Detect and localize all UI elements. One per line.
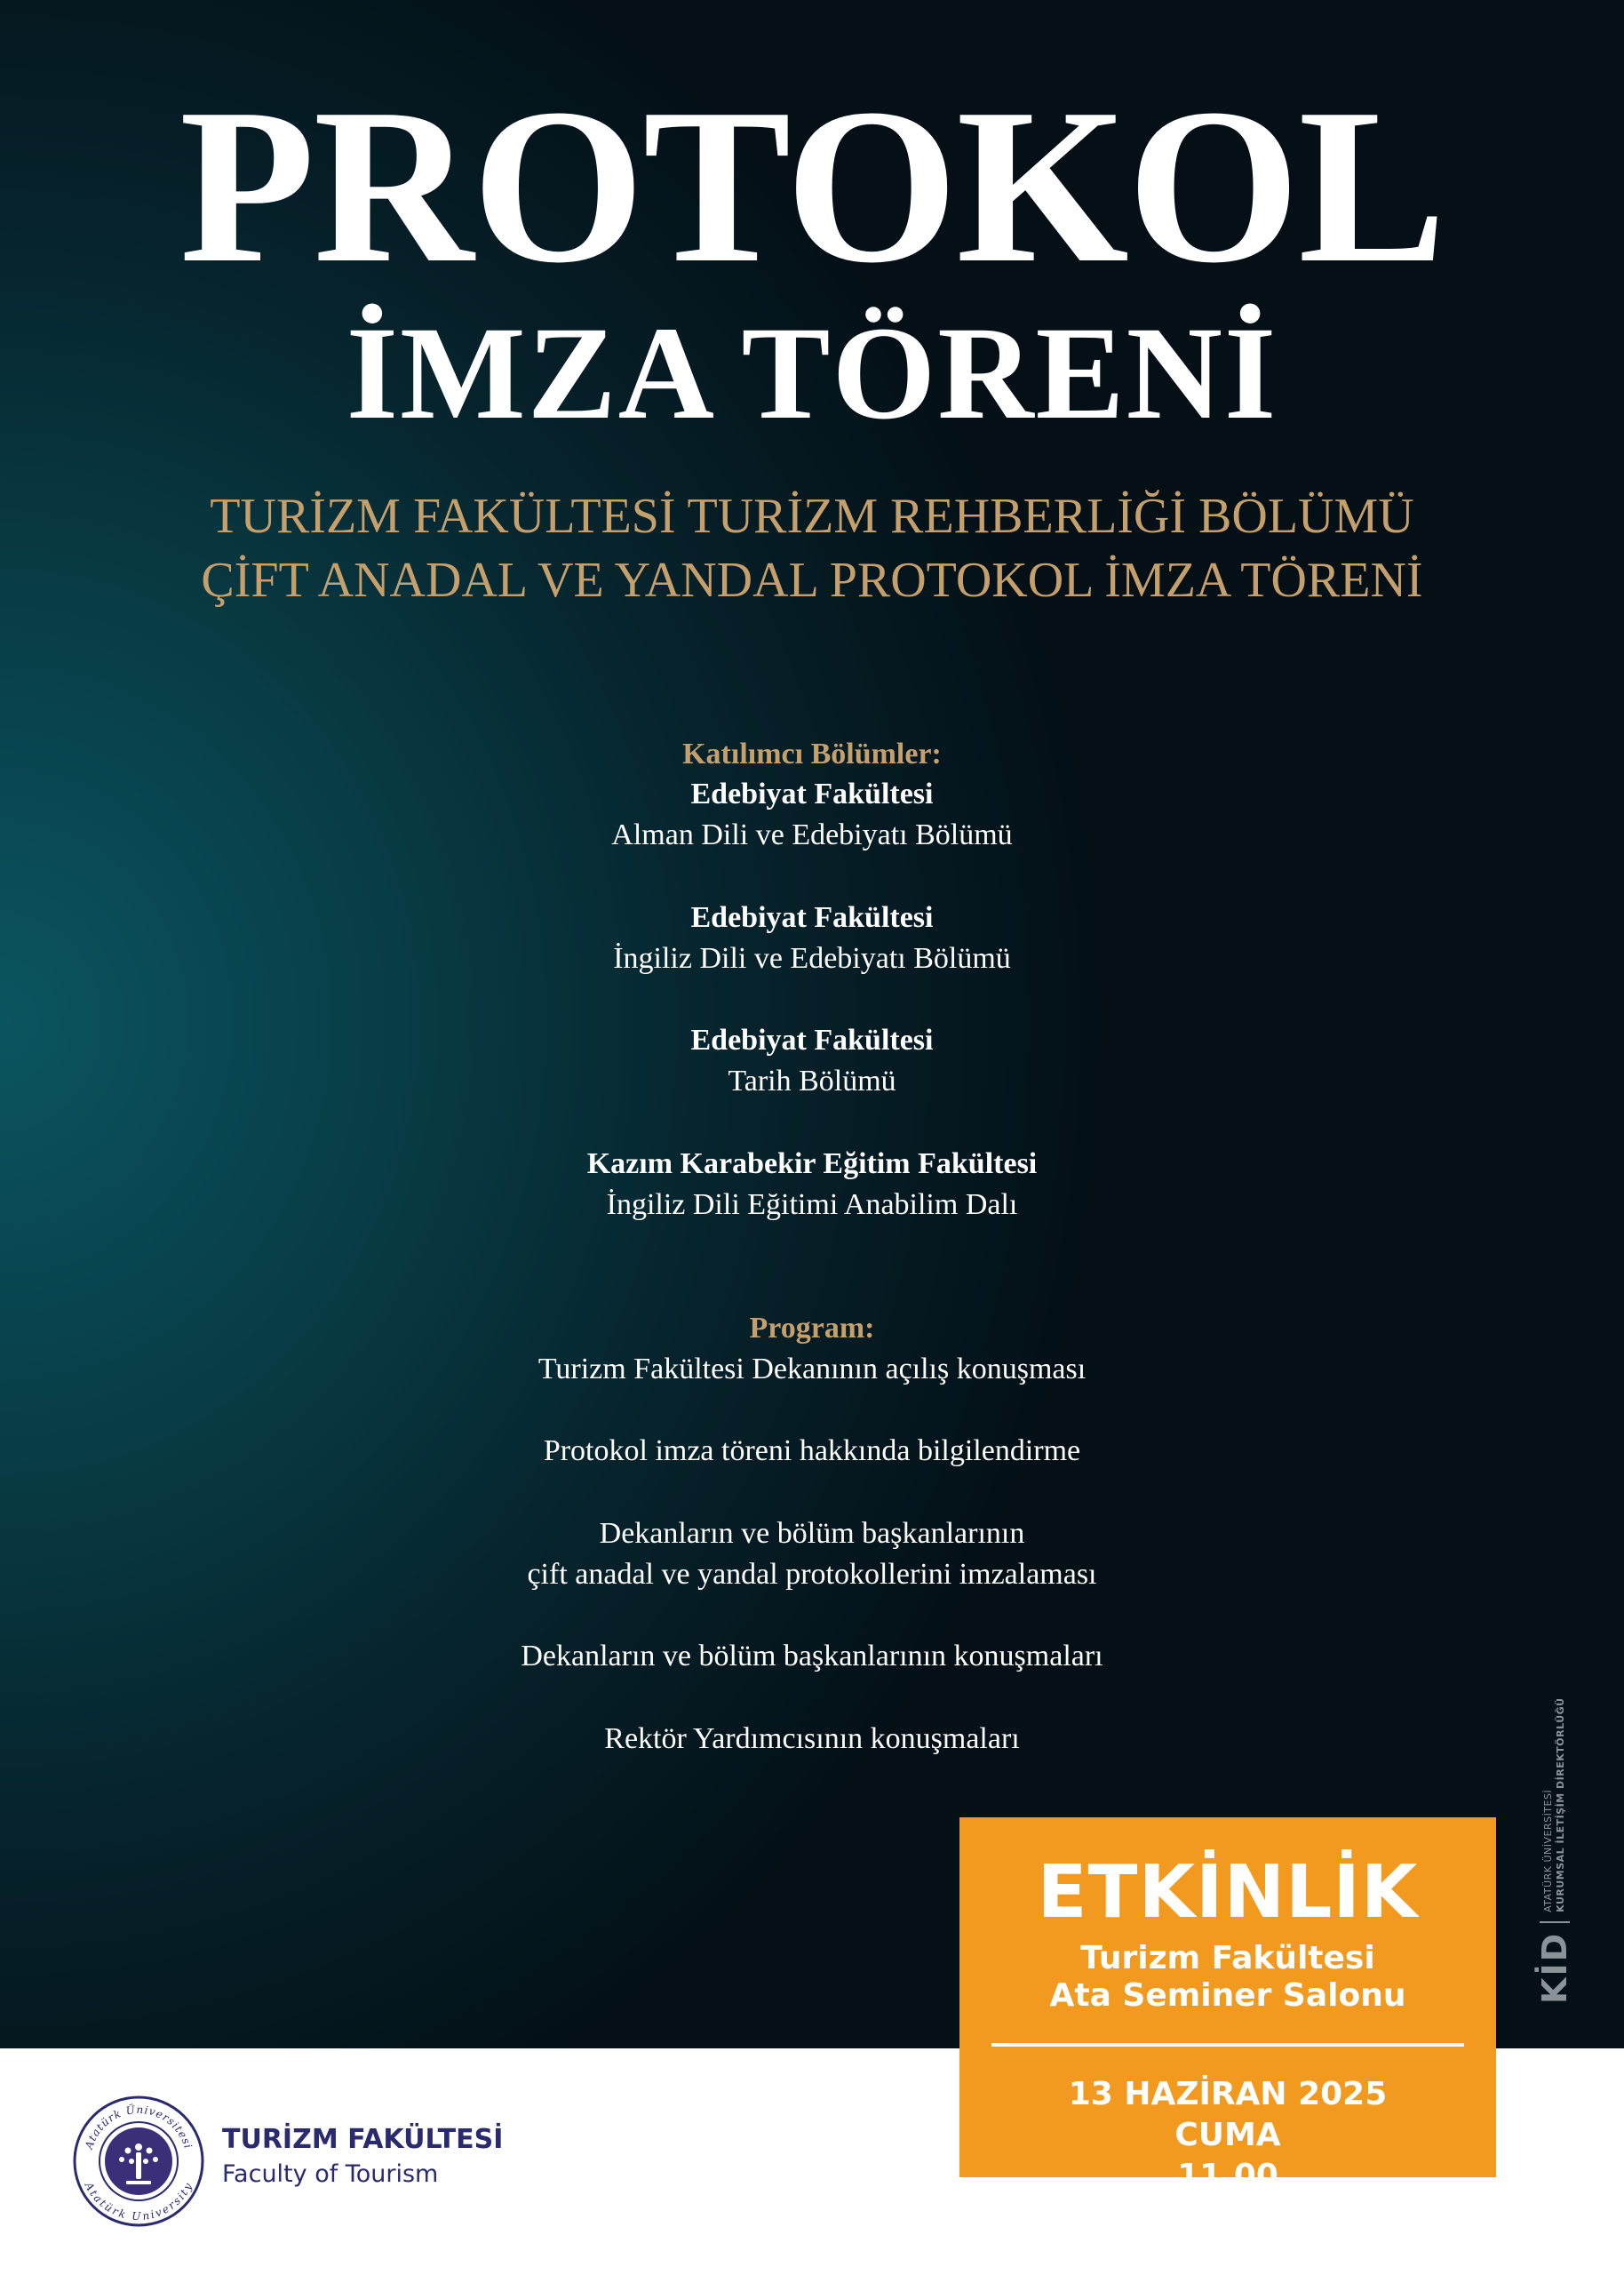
seal-text-bottom: Atatürk University <box>82 2180 195 2223</box>
participant-department: Tarih Bölümü <box>728 1065 896 1098</box>
participant-faculty: Edebiyat Fakültesi <box>690 1024 934 1057</box>
program-item: Turizm Fakültesi Dekanının açılış konuşması <box>537 1353 1087 1385</box>
participant-department: Alman Dili ve Edebiyatı Bölümü <box>611 818 1013 851</box>
kid-text <box>1542 1697 1567 1912</box>
faculty-name: TURİZM FAKÜLTESİ <box>222 2124 504 2155</box>
program-item: Protokol imza töreni hakkında bilgilendirme <box>543 1434 1081 1467</box>
event-divider <box>991 2043 1464 2047</box>
participant-department: İngiliz Dili Eğitimi Anabilim Dalı <box>606 1188 1018 1221</box>
participant-faculty: Edebiyat Fakültesi <box>690 901 934 934</box>
program-item: çift anadal ve yandal protokollerini imzalaması <box>527 1558 1097 1591</box>
participants-heading: Katılımcı Bölümler: <box>682 738 942 770</box>
program-item: Rektör Yardımcısının konuşmaları <box>604 1722 1020 1755</box>
faculty-name-en: Faculty of Tourism <box>222 2160 439 2188</box>
participant-department: İngiliz Dili ve Edebiyatı Bölümü <box>613 942 1011 975</box>
kid-logo: KİD <box>1535 1931 1574 2004</box>
event-box <box>959 1817 1496 2194</box>
kid-line-2: KURUMSAL İLETİŞİM DİREKTÖRLÜĞÜ <box>1555 1697 1566 1912</box>
event-time: 11.00 <box>1177 2158 1278 2194</box>
participant-faculty: Edebiyat Fakültesi <box>690 778 934 810</box>
kid-line-1: ATATÜRK ÜNİVERSİTESİ <box>1542 1789 1554 1912</box>
program-item: Dekanların ve bölüm başkanlarının <box>599 1517 1025 1550</box>
program-heading: Program: <box>749 1312 875 1345</box>
kid-separator <box>1540 1921 1570 1923</box>
event-location-line-1: Turizm Fakültesi <box>1080 1940 1375 1976</box>
university-seal-logo <box>73 2095 204 2227</box>
title-imza-toreni: İMZA TÖRENİ <box>346 299 1278 447</box>
kid-mark <box>1537 1653 1572 2004</box>
participant-faculty: Kazım Karabekir Eğitim Fakültesi <box>586 1147 1038 1180</box>
event-location-line-2: Ata Seminer Salonu <box>1049 1977 1406 2014</box>
program-item: Dekanların ve bölüm başkanlarının konuşmaları <box>521 1640 1103 1672</box>
title-protokol: PROTOKOL <box>179 63 1445 309</box>
event-label: ETKİNLİK <box>1037 1850 1419 1935</box>
seal-text-top: Atatürk Üniversitesi <box>82 2103 195 2151</box>
event-day: CUMA <box>1174 2117 1281 2153</box>
subtitle-line-1: TURİZM FAKÜLTESİ TURİZM REHBERLİĞİ BÖLÜMÜ <box>210 489 1414 544</box>
subtitle-line-2: ÇİFT ANADAL VE YANDAL PROTOKOL İMZA TÖRENİ <box>201 553 1423 608</box>
event-date: 13 HAZİRAN 2025 <box>1068 2076 1388 2112</box>
